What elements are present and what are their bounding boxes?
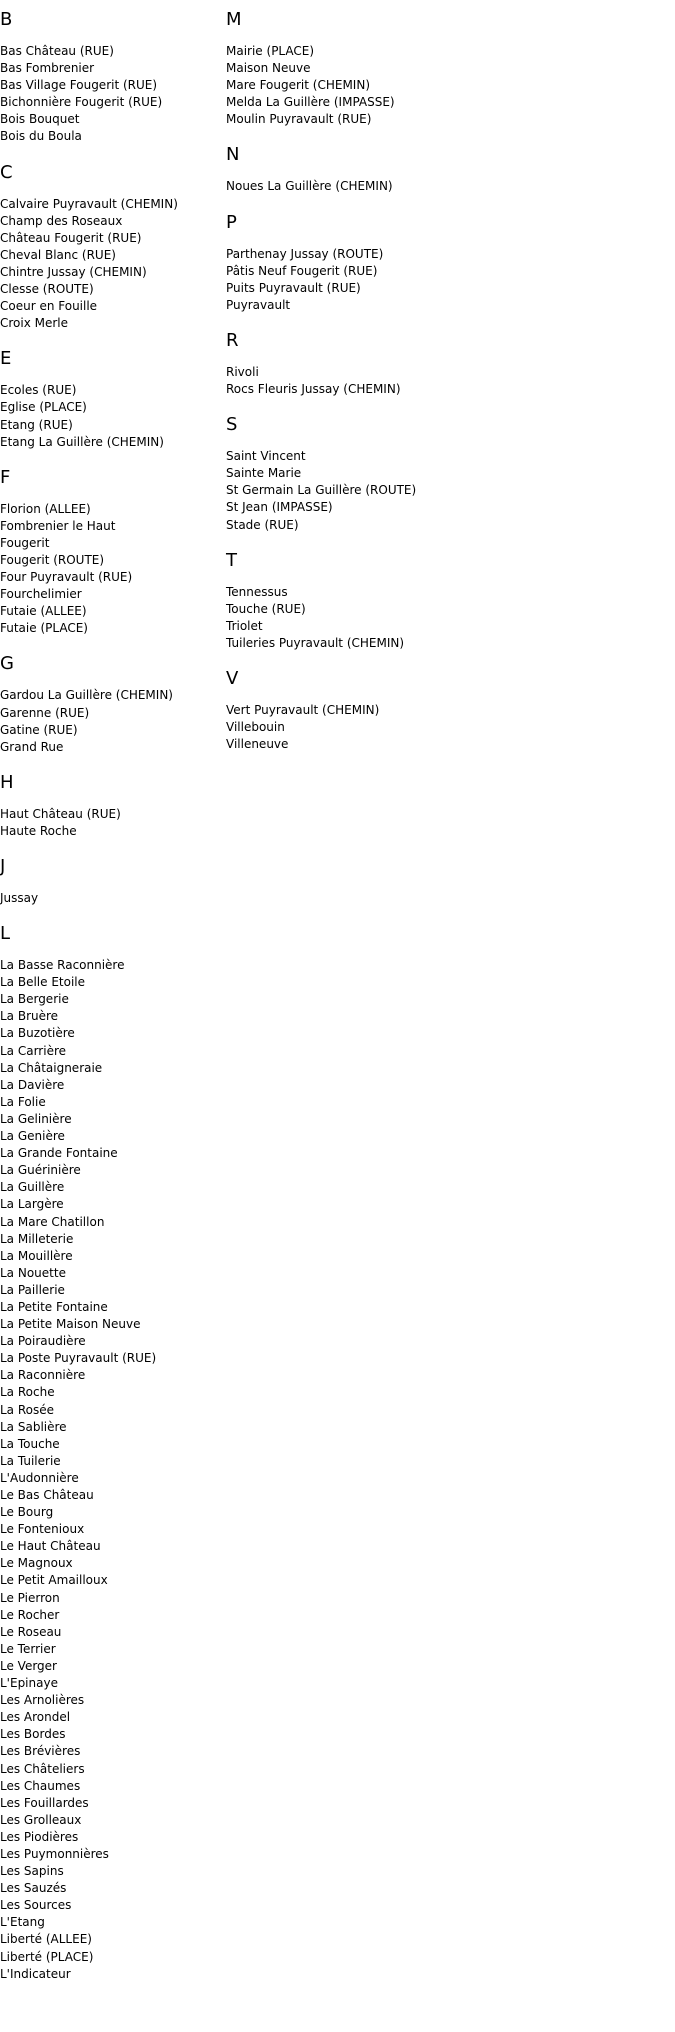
letter-heading: E (0, 348, 12, 370)
street-link[interactable]: Puyravault (226, 297, 291, 312)
letter-heading: P (226, 211, 237, 233)
street-list-item (0, 1538, 225, 1555)
street-link[interactable]: Gatine (RUE) (0, 722, 78, 737)
street-list-item (0, 434, 225, 451)
heading-spacer (0, 32, 225, 43)
street-link[interactable]: Maison Neuve (226, 61, 311, 76)
street-list-item (0, 43, 225, 60)
letter-section (0, 922, 225, 1983)
street-list-item (0, 518, 225, 535)
street-link[interactable]: Les Arnolières (0, 1693, 85, 1708)
street-list-item (0, 1402, 225, 1419)
street-list-item (0, 1350, 225, 1367)
street-link[interactable]: Le Petit Amailloux (0, 1573, 108, 1588)
street-list-item (0, 1743, 225, 1760)
street-link[interactable]: Le Bas Château (0, 1488, 94, 1502)
street-list-item (0, 230, 225, 247)
street-link[interactable]: Fougerit (0, 535, 50, 550)
street-list-item (0, 315, 225, 332)
letter-heading: S (226, 414, 238, 436)
street-link[interactable]: Champ des Roseaux (0, 213, 123, 228)
street-list-item (0, 196, 225, 213)
street-link[interactable]: Eglise (PLACE) (0, 400, 87, 415)
street-link[interactable]: Rocs Fleuris Jussay (CHEMIN) (226, 382, 401, 397)
street-list (0, 806, 225, 840)
street-list-item (0, 60, 225, 77)
street-link[interactable]: Les Sauzés (0, 1881, 67, 1896)
letter-heading: V (226, 667, 239, 689)
street-list-item (0, 1436, 225, 1453)
heading-spacer (0, 946, 225, 957)
street-link[interactable]: La Bergerie (0, 992, 69, 1007)
street-list-item (0, 1966, 225, 1983)
street-list-item (0, 1863, 225, 1880)
street-link[interactable]: Fombrenier le Haut (0, 518, 116, 533)
street-link[interactable]: Jussay (0, 891, 39, 905)
street-link[interactable]: Les Sources (0, 1898, 72, 1913)
street-link[interactable]: Les Bordes (0, 1727, 66, 1742)
street-link[interactable]: La Rosée (0, 1402, 55, 1417)
street-list-item (0, 1453, 225, 1470)
street-link[interactable]: Ecoles (RUE) (0, 383, 77, 398)
street-link[interactable]: Les Brévières (0, 1744, 81, 1759)
street-list-item (0, 991, 225, 1008)
street-list-item (0, 1470, 225, 1487)
street-link[interactable]: La Belle Etoile (0, 975, 86, 990)
street-list-item (0, 1931, 225, 1948)
street-link[interactable]: Le Rocher (0, 1607, 60, 1622)
street-list-item (0, 1179, 225, 1196)
street-list-item (0, 382, 225, 399)
street-list-item (0, 1128, 225, 1145)
letter-heading: N (226, 144, 240, 166)
street-list-item (0, 247, 225, 264)
street-list-item (0, 1265, 225, 1282)
street-link[interactable]: Four Puyravault (RUE) (0, 570, 133, 585)
letter-section (0, 855, 225, 907)
street-list-item (0, 1795, 225, 1812)
street-list-item (0, 1316, 225, 1333)
street-list-item (226, 601, 526, 618)
street-list (226, 364, 526, 398)
street-list-item (0, 1248, 225, 1265)
street-link[interactable]: Coeur en Fouille (0, 299, 98, 314)
letter-heading: J (0, 856, 6, 877)
street-list-item (226, 635, 526, 652)
street-link[interactable]: Mairie (PLACE) (226, 44, 315, 58)
street-list-item (226, 364, 526, 381)
street-list-item (0, 128, 225, 145)
street-link[interactable]: Le Haut Château (0, 1539, 101, 1554)
street-list-item (0, 1196, 225, 1213)
street-list-item (0, 94, 225, 111)
street-link[interactable]: La Guérinière (0, 1163, 81, 1178)
street-list-item (226, 381, 526, 398)
street-link[interactable]: Futaie (ALLEE) (0, 604, 87, 619)
street-list-item (0, 1949, 225, 1966)
street-link[interactable]: Bichonnière Fougerit (RUE) (0, 95, 163, 110)
street-link[interactable]: Sainte Marie (226, 466, 302, 481)
street-list-item (0, 77, 225, 94)
street-link[interactable]: Florion (ALLEE) (0, 501, 91, 516)
street-list-item (0, 1419, 225, 1436)
street-list-item (0, 974, 225, 991)
street-list-item (0, 1043, 225, 1060)
street-list-item (0, 1487, 225, 1504)
street-link[interactable]: Le Fontenioux (0, 1522, 85, 1537)
street-list-item (0, 535, 225, 552)
street-link[interactable]: Château Fougerit (RUE) (0, 230, 142, 245)
street-list-item (226, 77, 526, 94)
street-link[interactable]: Les Sapins (0, 1864, 64, 1879)
street-link[interactable]: St Germain La Guillère (ROUTE) (226, 483, 417, 498)
street-link[interactable]: Stade (RUE) (226, 517, 299, 532)
heading-spacer (0, 371, 225, 382)
street-list-item (226, 297, 526, 314)
street-list-item (0, 1846, 225, 1863)
street-link[interactable]: Clesse (ROUTE) (0, 282, 94, 297)
street-link[interactable]: Parthenay Jussay (ROUTE) (226, 246, 384, 261)
street-list-item (226, 702, 526, 719)
letter-heading: C (0, 161, 13, 183)
street-link[interactable]: Les Chaumes (0, 1778, 81, 1793)
street-list-item (0, 1521, 225, 1538)
heading-spacer (0, 795, 225, 806)
heading-spacer (226, 235, 526, 246)
street-list (0, 687, 225, 755)
street-list-item (0, 111, 225, 128)
street-link[interactable]: La Châtaigneraie (0, 1060, 103, 1075)
street-link[interactable]: L'Etang (0, 1915, 45, 1930)
street-list-item (0, 1111, 225, 1128)
street-list-item (0, 417, 225, 434)
street-link[interactable]: Le Roseau (0, 1624, 62, 1639)
street-list-item (0, 739, 225, 756)
street-list-item (0, 552, 225, 569)
street-list-item (226, 584, 526, 601)
street-list-item (226, 246, 526, 263)
street-list-item (0, 1145, 225, 1162)
street-list-item (0, 1778, 225, 1795)
letter-section (0, 161, 225, 333)
street-list-item (0, 823, 225, 840)
street-link[interactable]: La Milleterie (0, 1231, 74, 1246)
street-link[interactable]: Bas Château (RUE) (0, 44, 114, 58)
street-list-item (0, 890, 225, 907)
letter-section (226, 8, 526, 128)
street-link[interactable]: L'Epinaye (0, 1676, 58, 1691)
street-list-item (0, 1077, 225, 1094)
heading-spacer (226, 353, 526, 364)
street-list (0, 890, 225, 907)
street-link[interactable]: La Touche (0, 1436, 60, 1451)
street-list (226, 448, 526, 533)
street-link[interactable]: Melda La Guillère (IMPASSE) (226, 95, 395, 110)
street-list-item (0, 1709, 225, 1726)
heading-spacer (0, 676, 225, 687)
street-link[interactable]: Villebouin (226, 720, 285, 735)
letter-heading: T (226, 549, 237, 571)
street-link[interactable]: La Mare Chatillon (0, 1214, 105, 1229)
street-link[interactable]: La Petite Maison Neuve (0, 1317, 141, 1332)
street-list-item (0, 957, 225, 974)
street-list (0, 43, 225, 146)
street-link[interactable]: St Jean (IMPASSE) (226, 500, 333, 515)
street-link[interactable]: Fourchelimier (0, 587, 82, 602)
street-list-item (0, 1008, 225, 1025)
street-index-left-column (0, 8, 225, 1998)
heading-spacer (0, 185, 225, 196)
letter-section (226, 211, 526, 314)
street-list-item (226, 719, 526, 736)
street-list-item (0, 1282, 225, 1299)
heading-spacer (226, 437, 526, 448)
street-list (0, 196, 225, 333)
street-list (226, 43, 526, 128)
street-list-item (0, 1761, 225, 1778)
letter-section (226, 143, 526, 195)
street-link[interactable]: Bois du Boula (0, 129, 82, 144)
letter-heading: R (226, 329, 239, 351)
street-link[interactable]: La Mouillère (0, 1248, 73, 1263)
letter-section (0, 8, 225, 146)
street-list-item (226, 43, 526, 60)
heading-spacer (0, 879, 225, 890)
street-link[interactable]: L'Audonnière (0, 1470, 79, 1485)
street-link[interactable]: Touche (RUE) (226, 601, 306, 616)
street-list-item (0, 1094, 225, 1111)
street-list-item (226, 263, 526, 280)
street-link[interactable]: La Genière (0, 1129, 65, 1144)
street-list-item (0, 1692, 225, 1709)
street-list-item (226, 448, 526, 465)
street-link[interactable]: Pâtis Neuf Fougerit (RUE) (226, 263, 378, 278)
street-list-item (0, 264, 225, 281)
street-link[interactable]: Liberté (PLACE) (0, 1949, 94, 1964)
street-list-item (0, 1914, 225, 1931)
street-link[interactable]: Moulin Puyravault (RUE) (226, 112, 372, 127)
street-link[interactable]: La Poiraudière (0, 1334, 86, 1349)
letter-heading: L (0, 923, 11, 945)
street-link[interactable]: Etang (RUE) (0, 417, 73, 432)
heading-spacer (226, 691, 526, 702)
letter-section (226, 549, 526, 652)
letter-section (226, 667, 526, 753)
street-list-item (226, 111, 526, 128)
street-list-item (226, 499, 526, 516)
street-list (226, 584, 526, 652)
street-link[interactable]: Le Terrier (0, 1641, 56, 1656)
street-link[interactable]: Futaie (PLACE) (0, 621, 88, 636)
street-link[interactable]: Chintre Jussay (CHEMIN) (0, 264, 147, 279)
street-list-item (0, 1162, 225, 1179)
street-link[interactable]: La Petite Fontaine (0, 1299, 108, 1314)
street-list-item (0, 1367, 225, 1384)
street-link[interactable]: La Roche (0, 1385, 55, 1400)
street-link[interactable]: Etang La Guillère (CHEMIN) (0, 434, 164, 449)
heading-spacer (226, 573, 526, 584)
street-list-item (0, 620, 225, 637)
street-link[interactable]: Le Magnoux (0, 1556, 73, 1571)
street-link[interactable]: La Raconnière (0, 1368, 86, 1383)
street-link[interactable]: Mare Fougerit (CHEMIN) (226, 78, 370, 93)
street-list-item (0, 1572, 225, 1589)
street-link[interactable]: Le Verger (0, 1658, 57, 1673)
street-link[interactable]: La Basse Raconnière (0, 958, 125, 973)
street-link[interactable]: La Nouette (0, 1265, 66, 1280)
street-link[interactable]: Cheval Blanc (RUE) (0, 247, 116, 262)
street-link[interactable]: Haut Château (RUE) (0, 806, 121, 821)
street-list-item (0, 1880, 225, 1897)
street-link[interactable]: La Poste Puyravault (RUE) (0, 1351, 157, 1366)
street-list-item (226, 60, 526, 77)
heading-spacer (0, 490, 225, 501)
street-link[interactable]: Croix Merle (0, 316, 69, 331)
street-link[interactable]: Les Grolleaux (0, 1812, 82, 1827)
street-list-item (0, 1231, 225, 1248)
heading-spacer (226, 32, 526, 43)
street-link[interactable]: La Grande Fontaine (0, 1146, 118, 1161)
street-link[interactable]: L'Indicateur (0, 1966, 71, 1981)
street-link[interactable]: Le Pierron (0, 1590, 60, 1605)
street-list-item (0, 1590, 225, 1607)
street-list-item (0, 1299, 225, 1316)
letter-section (226, 329, 526, 398)
letter-heading: H (0, 771, 14, 793)
letter-section (0, 652, 225, 755)
street-link[interactable]: Grand Rue (0, 739, 64, 754)
street-list-item (226, 178, 526, 195)
street-link[interactable]: Haute Roche (0, 823, 77, 838)
street-link[interactable]: La Folie (0, 1094, 46, 1109)
letter-section (0, 347, 225, 450)
street-link[interactable]: Triolet (226, 618, 263, 633)
street-link[interactable]: Le Bourg (0, 1505, 54, 1520)
street-list-item (0, 1675, 225, 1692)
street-link[interactable]: Les Arondel (0, 1710, 71, 1725)
street-link[interactable]: Rivoli (226, 364, 259, 379)
street-link[interactable]: Les Piodières (0, 1829, 79, 1844)
street-link[interactable]: Bois Bouquet (0, 112, 80, 127)
street-link[interactable]: La Sablière (0, 1419, 67, 1434)
street-link[interactable]: Fougerit (ROUTE) (0, 552, 105, 567)
street-list-item (0, 687, 225, 704)
street-list-item (226, 618, 526, 635)
street-list-item (0, 1333, 225, 1350)
street-link[interactable]: La Buzotière (0, 1026, 75, 1041)
street-link[interactable]: La Gelinière (0, 1111, 72, 1126)
street-list-item (0, 213, 225, 230)
street-list-item (0, 1897, 225, 1914)
street-list-item (0, 1555, 225, 1572)
street-link[interactable]: Les Fouillardes (0, 1795, 89, 1810)
street-link[interactable]: Les Puymonnières (0, 1846, 109, 1861)
street-list-item (0, 1812, 225, 1829)
street-list-item (0, 1060, 225, 1077)
street-link[interactable]: Garenne (RUE) (0, 705, 90, 720)
street-list-item (226, 94, 526, 111)
street-link[interactable]: La Carrière (0, 1043, 67, 1058)
street-link[interactable]: Tuileries Puyravault (CHEMIN) (226, 635, 405, 650)
heading-spacer (226, 167, 526, 178)
street-link[interactable]: Tennessus (226, 584, 288, 599)
letter-heading: B (0, 9, 13, 30)
street-list-item (0, 1607, 225, 1624)
street-link[interactable]: Bas Village Fougerit (RUE) (0, 78, 158, 93)
street-list-item (0, 1624, 225, 1641)
street-list-item (0, 603, 225, 620)
letter-section (226, 413, 526, 533)
street-link[interactable]: Saint Vincent (226, 449, 306, 464)
street-list-item (0, 1025, 225, 1042)
street-link[interactable]: La Guillère (0, 1180, 65, 1195)
street-link[interactable]: Puits Puyravault (RUE) (226, 280, 361, 295)
street-list-item (226, 280, 526, 297)
street-list (226, 178, 526, 195)
street-list-item (0, 705, 225, 722)
street-list-item (0, 281, 225, 298)
street-link[interactable]: La Tuilerie (0, 1453, 61, 1468)
street-list-item (0, 1214, 225, 1231)
street-list-item (226, 482, 526, 499)
street-list (0, 957, 225, 1983)
street-link[interactable]: Bas Fombrenier (0, 61, 95, 76)
street-list (0, 501, 225, 638)
street-link[interactable]: Liberté (ALLEE) (0, 1932, 92, 1947)
street-list-item (0, 399, 225, 416)
letter-section (0, 466, 225, 638)
street-list (0, 382, 225, 450)
street-list-item (0, 1504, 225, 1521)
street-list-item (0, 569, 225, 586)
street-list-item (226, 465, 526, 482)
street-link[interactable]: La Largère (0, 1197, 64, 1212)
street-link[interactable]: Calvaire Puyravault (CHEMIN) (0, 196, 178, 211)
street-list-item (226, 736, 526, 753)
street-list-item (0, 1658, 225, 1675)
street-list-item (0, 298, 225, 315)
street-list-item (0, 1829, 225, 1846)
street-link[interactable]: La Paillerie (0, 1282, 65, 1297)
letter-heading: G (0, 653, 14, 675)
street-index-right-column (226, 8, 526, 768)
street-list-item (226, 517, 526, 534)
street-link[interactable]: Gardou La Guillère (CHEMIN) (0, 688, 173, 703)
street-list (226, 246, 526, 314)
street-list (226, 702, 526, 753)
street-link[interactable]: La Davière (0, 1077, 65, 1092)
street-list-item (0, 1641, 225, 1658)
street-link[interactable]: Vert Puyravault (CHEMIN) (226, 702, 380, 717)
street-link[interactable]: Les Châteliers (0, 1761, 85, 1776)
letter-section (0, 771, 225, 840)
street-list-item (0, 722, 225, 739)
letter-heading: M (226, 9, 242, 30)
street-link[interactable]: La Bruère (0, 1009, 59, 1024)
letter-heading: F (0, 466, 11, 488)
street-link[interactable]: Noues La Guillère (CHEMIN) (226, 179, 393, 194)
street-list-item (0, 1726, 225, 1743)
street-list-item (0, 501, 225, 518)
street-list-item (0, 1384, 225, 1401)
street-link[interactable]: Villeneuve (226, 737, 289, 752)
street-list-item (0, 586, 225, 603)
street-list-item (0, 806, 225, 823)
